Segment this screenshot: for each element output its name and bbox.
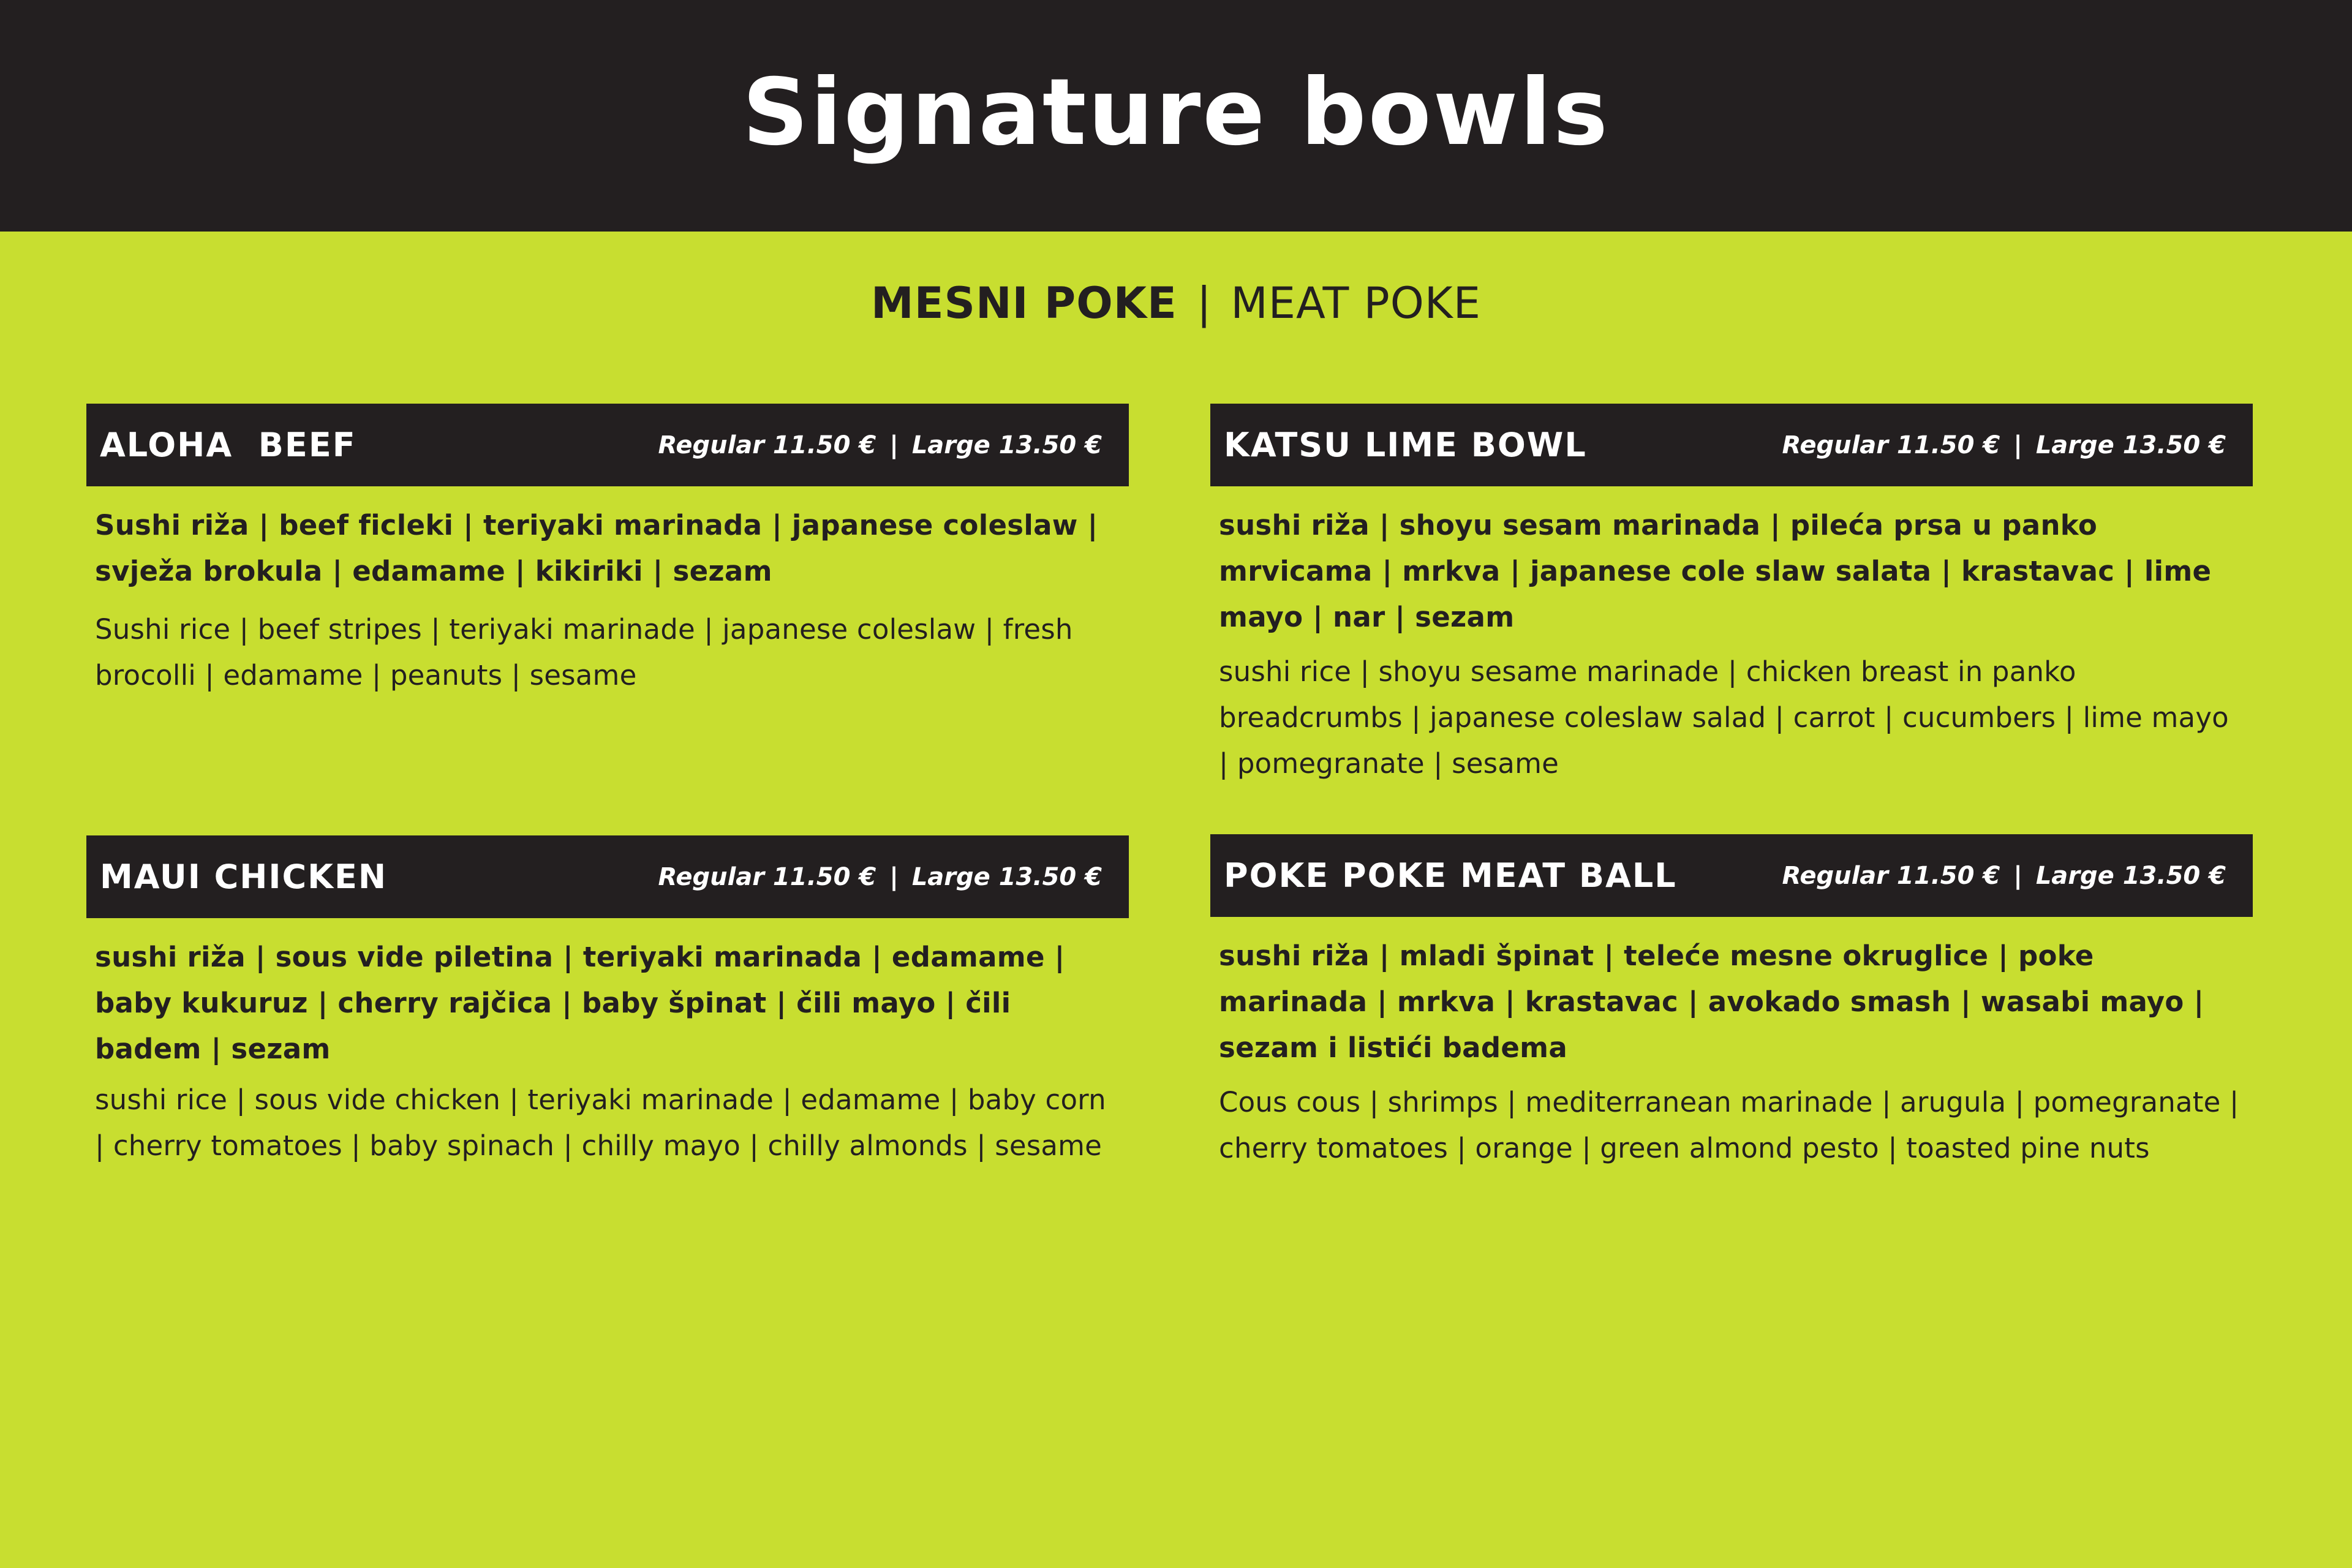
- price-separator: |: [2013, 431, 2022, 459]
- price-regular: Regular 11.50 €: [1782, 431, 2000, 459]
- bowl-price: [658, 863, 1102, 891]
- price-regular: Regular 11.50 €: [658, 862, 876, 891]
- bowl-header: [86, 835, 1129, 918]
- price-separator: |: [889, 862, 899, 891]
- bowl-price: [1782, 862, 2226, 890]
- bowl-name: KATSU LIME BOWL: [1224, 426, 1587, 464]
- section-title-hr: MESNI POKE: [871, 278, 1177, 328]
- price-regular: Regular 11.50 €: [658, 431, 876, 459]
- page-title: Signature bowls: [742, 59, 1610, 166]
- bowl-card: [86, 404, 1129, 698]
- price-regular: Regular 11.50 €: [1782, 861, 2000, 890]
- bowl-header: [86, 404, 1129, 486]
- bowl-header: [1210, 834, 2253, 917]
- bowl-body: [86, 918, 1129, 1169]
- bowl-price: [658, 431, 1102, 459]
- ingredients-en: Cous cous | shrimps | mediterranean marinade | arugula | pomegranate | cherry tomatoes | orange | green almond pesto | toasted pine nuts: [1219, 1086, 2239, 1164]
- price-large: Large 13.50 €: [911, 431, 1102, 459]
- bowl-header: [1210, 404, 2253, 486]
- ingredients-en: sushi rice | sous vide chicken | teriyaki marinade | edamame | baby corn | cherry tomatoes | baby spinach | chilly mayo | chilly almonds | sesame: [95, 1084, 1106, 1162]
- price-separator: |: [2013, 861, 2022, 890]
- bowl-body: [1210, 486, 2253, 786]
- ingredients-en: sushi rice | shoyu sesame marinade | chicken breast in panko breadcrumbs | japanese coleslaw salad | carrot | cucumbers | lime mayo | pomegranate | sesame: [1219, 655, 2229, 780]
- price-large: Large 13.50 €: [2035, 431, 2226, 459]
- ingredients-hr: sushi riža | mladi špinat | teleće mesne okruglice | poke marinada | mrkva | krastavac | avokado smash | wasabi mayo | sezam i listići badema: [1219, 940, 2204, 1064]
- title-bar: [0, 0, 2352, 232]
- bowl-body: [86, 486, 1129, 698]
- bowl-name: MAUI CHICKEN: [100, 858, 388, 896]
- bowl-card: [1210, 404, 2253, 786]
- bowl-name: ALOHA BEEF: [100, 426, 356, 464]
- section-title-en: MEAT POKE: [1231, 278, 1481, 328]
- ingredients-hr: Sushi riža | beef ficleki | teriyaki marinada | japanese coleslaw | svježa brokula | edamame | kikiriki | sezam: [95, 509, 1098, 587]
- price-separator: |: [889, 431, 899, 459]
- section-separator: |: [1196, 278, 1212, 328]
- bowl-price: [1782, 431, 2226, 459]
- bowl-card: [86, 835, 1129, 1169]
- ingredients-hr: sushi riža | sous vide piletina | teriyaki marinada | edamame | baby kukuruz | cherry rajčica | baby špinat | čili mayo | čili badem | sezam: [95, 941, 1065, 1065]
- bowl-name: POKE POKE MEAT BALL: [1224, 856, 1677, 895]
- bowl-body: [1210, 917, 2253, 1171]
- section-heading: [0, 273, 2352, 334]
- ingredients-hr: sushi riža | shoyu sesam marinada | pileća prsa u panko mrvicama | mrkva | japanese cole slaw salata | krastavac | lime mayo | nar | sezam: [1219, 509, 2212, 633]
- price-large: Large 13.50 €: [911, 862, 1102, 891]
- bowl-card: [1210, 834, 2253, 1171]
- price-large: Large 13.50 €: [2035, 861, 2226, 890]
- ingredients-en: Sushi rice | beef stripes | teriyaki marinade | japanese coleslaw | fresh brocolli | edamame | peanuts | sesame: [95, 613, 1073, 692]
